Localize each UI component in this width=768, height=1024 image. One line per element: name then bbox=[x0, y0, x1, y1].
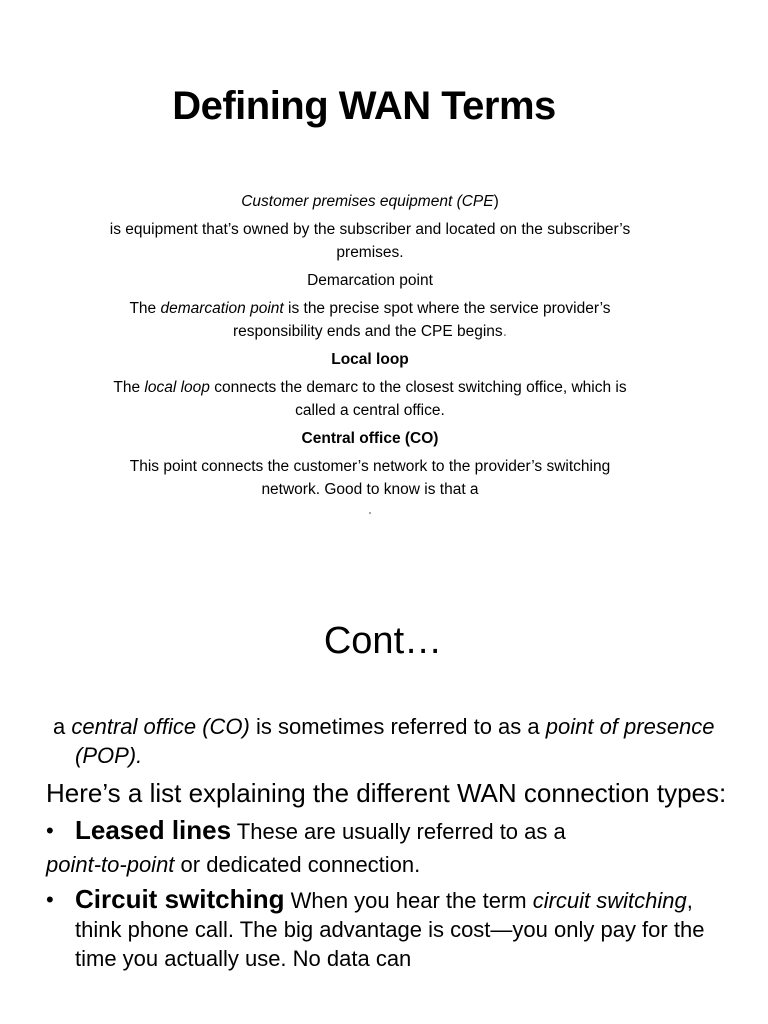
slide-1-body bbox=[100, 190, 640, 506]
co-description: This point connects the customer’s network to the provider’s switching network. Good to know is that a bbox=[129, 458, 611, 498]
circuit-switching-title: Circuit switching bbox=[75, 884, 285, 914]
cpe-description: is equipment that’s owned by the subscriber and located on the subscriber’s premises. bbox=[109, 221, 631, 261]
bullet-circuit-switching: • Circuit switching When you hear the term circuit switching, think phone call. The big advantage is cost—you only pay for the time you actually use. No data can bbox=[46, 884, 705, 971]
demarc-description: The demarcation point is the precise spot where the service provider’s responsibility ends and the CPE begins. bbox=[129, 300, 611, 340]
co-heading: Central office (CO) bbox=[301, 430, 439, 447]
bullet-icon: • bbox=[46, 887, 54, 912]
bullet-icon: • bbox=[46, 818, 54, 843]
co-pop-paragraph: a central office (CO) is sometimes referred to as a point of presence (POP). bbox=[53, 714, 715, 768]
demarc-heading: Demarcation point bbox=[307, 272, 433, 289]
slide-2-body bbox=[46, 712, 736, 973]
leased-lines-continued: point-to-point or dedicated connection. bbox=[46, 852, 421, 877]
cpe-term: Customer premises equipment (CPE) bbox=[241, 193, 499, 210]
bullet-leased-lines bbox=[46, 816, 736, 846]
leased-lines-title: Leased lines bbox=[75, 815, 232, 845]
list-intro: Here’s a list explaining the different WAN connection types: bbox=[46, 778, 727, 808]
slide-2-title: Cont… bbox=[323, 620, 443, 662]
slide-1-title: Defining WAN Terms bbox=[172, 84, 556, 128]
local-loop-description: The local loop connects the demarc to the closest switching office, which is called a central office. bbox=[113, 379, 627, 419]
local-loop-heading: Local loop bbox=[331, 351, 409, 368]
stray-dot bbox=[369, 512, 371, 514]
slide-2 bbox=[0, 580, 768, 1024]
leased-lines-desc: These are usually referred to as a bbox=[231, 819, 566, 844]
